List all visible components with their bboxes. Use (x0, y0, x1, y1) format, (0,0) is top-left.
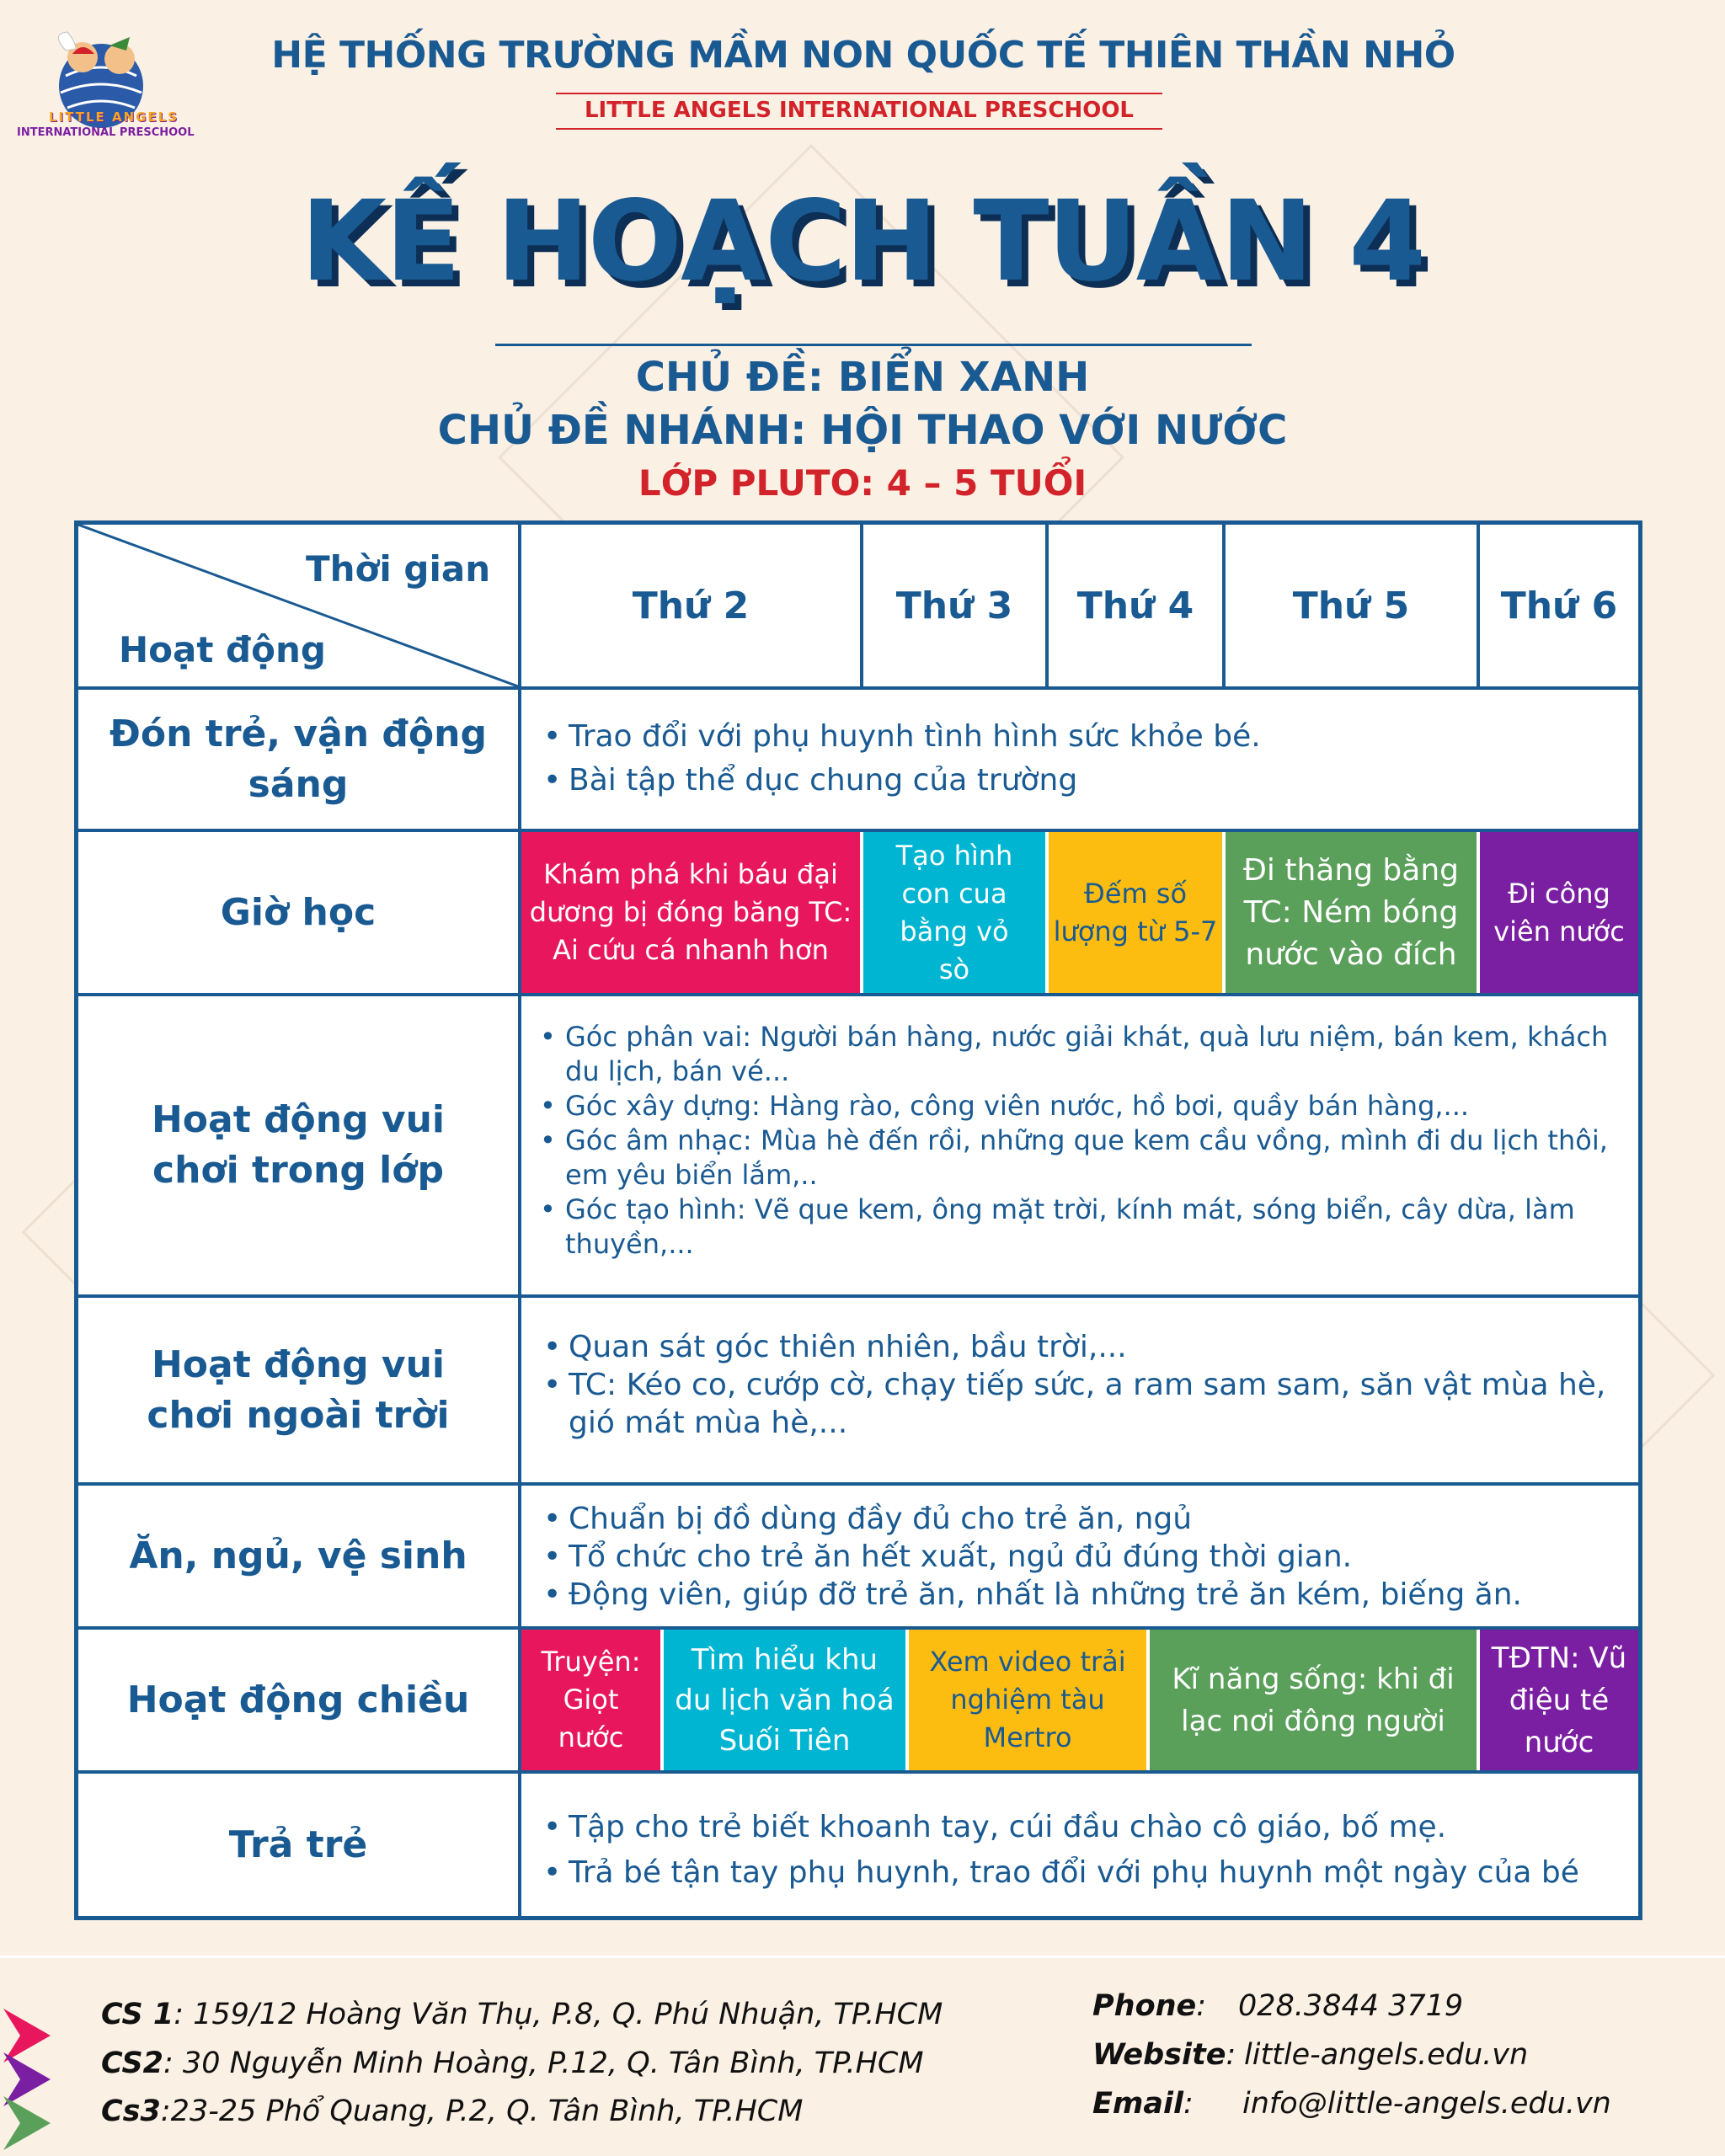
morning-activity-list (543, 715, 1621, 803)
lesson-cell-thu: Đi thăng bằng TC: Ném bóng nước vào đích (1226, 832, 1477, 993)
email-label-colon: : (1183, 2087, 1194, 2121)
indoor-activity-list (540, 1020, 1632, 1262)
table-grid-line (78, 1626, 1638, 1630)
table-grid-line (78, 1482, 1638, 1486)
lesson-cell-mon: Khám phá khi báu đại dương bị đóng băng TC: Ai cứu cá nhanh hơn (521, 832, 860, 993)
plan-title: KẾ HOẠCH TUẦN 4 (300, 177, 1425, 307)
theme-heading: CHỦ ĐỀ: BIỂN XANH (635, 354, 1090, 401)
logo-text-bottom: INTERNATIONAL PRESCHOOL (17, 126, 195, 139)
afternoon-cell-mon: Truyện: Giọt nước (521, 1630, 660, 1770)
email-link[interactable]: info@little-angels.edu.vn (1242, 2087, 1611, 2121)
row-label-pickup: Trả trẻ (228, 1823, 368, 1866)
afternoon-cell-wed: Xem video trải nghiệm tàu Mertro (909, 1630, 1146, 1770)
row-label-lesson: Giờ học (220, 890, 377, 934)
list-item: • TC: Kéo co, cướp cờ, chạy tiếp sức, a ram sam sam, săn vật mùa hè, gió mát mùa hè,... (543, 1366, 1635, 1442)
school-name-english: LITTLE ANGELS INTERNATIONAL PRESCHOOL (556, 93, 1162, 130)
campus-address: 23-25 Phổ Quang, P.2, Q. Tân Bình, TP.HCM (170, 2095, 804, 2128)
campus-separator: : (163, 2047, 183, 2080)
campus-address: 159/12 Hoàng Văn Thụ, P.8, Q. Phú Nhuận, TP.HCM (193, 1998, 943, 2031)
list-item: • Góc tạo hình: Vẽ que kem, ông mặt trời, kính mát, sóng biển, cây dừa, làm thuyền,... (540, 1193, 1632, 1262)
day-header-fri: Thứ 6 (1500, 584, 1618, 627)
row-label-outdoor: Hoạt động vui chơi ngoài trời (147, 1342, 450, 1437)
campus-3-address (101, 2095, 803, 2128)
footer-chevrons-decoration (0, 2000, 59, 2152)
list-item: • Góc phân vai: Người bán hàng, nước giải khát, quà lưu niệm, bán kem, khách du lịch, bán vé... (540, 1020, 1632, 1089)
list-item: • Động viên, giúp đỡ trẻ ăn, nhất là những trẻ ăn kém, biếng ăn. (543, 1576, 1635, 1614)
campus-code: CS2 (101, 2047, 163, 2080)
campus-code: CS 1 (101, 1998, 174, 2031)
list-item: • Trả bé tận tay phụ huynh, trao đổi với phụ huynh một ngày của bé (543, 1850, 1635, 1896)
outdoor-activity-list (543, 1328, 1635, 1442)
table-grid-line (78, 1294, 1638, 1298)
list-item: • Góc âm nhạc: Mùa hè đến rồi, những que kem cầu vồng, mình đi du lịch thôi, em yêu biển lắm,.. (540, 1123, 1632, 1193)
day-header-wed: Thứ 4 (1076, 584, 1194, 627)
website-label (1092, 2038, 1236, 2072)
afternoon-cell-fri: TĐTN: Vũ điệu té nước (1480, 1630, 1638, 1770)
subtheme-heading: CHỦ ĐỀ NHÁNH: HỘI THAO VỚI NƯỚC (437, 407, 1288, 454)
website-label-colon: : (1226, 2038, 1236, 2072)
corner-time-label: Thời gian (306, 548, 491, 590)
logo-text-top: LITTLE ANGELS (49, 109, 179, 125)
table-grid-line (1045, 525, 1049, 690)
campus-separator: : (174, 1998, 194, 2031)
care-activity-list (543, 1500, 1635, 1614)
lesson-cell-fri: Đi công viên nước (1480, 832, 1638, 993)
day-header-mon: Thứ 2 (632, 584, 750, 627)
list-item: • Bài tập thể dục chung của trường (543, 759, 1621, 803)
campus-address: 30 Nguyễn Minh Hoàng, P.12, Q. Tân Bình, TP.HCM (182, 2047, 924, 2080)
table-grid-line (78, 1770, 1638, 1774)
campus-2-address (101, 2047, 924, 2080)
class-heading: LỚP PLUTO: 4 – 5 TUỔI (638, 462, 1087, 504)
list-item: • Tổ chức cho trẻ ăn hết xuất, ngủ đủ đúng thời gian. (543, 1538, 1635, 1576)
list-item: • Quan sát góc thiên nhiên, bầu trời,... (543, 1328, 1635, 1366)
phone-label-text: Phone (1092, 1989, 1197, 2023)
lesson-cell-wed: Đếm số lượng từ 5-7 (1049, 832, 1222, 993)
table-grid-line (78, 829, 1638, 832)
table-grid-line (860, 525, 863, 690)
table-grid-line (518, 525, 521, 1917)
table-grid-line (1222, 525, 1226, 690)
table-grid-line (1477, 525, 1480, 690)
lesson-cell-tue: Tạo hình con cua bằng vỏ sò (863, 832, 1045, 993)
website-label-text: Website (1092, 2038, 1226, 2072)
phone-value[interactable]: 028.3844 3719 (1238, 1989, 1464, 2023)
row-label-care: Ăn, ngủ, vệ sinh (129, 1534, 467, 1577)
school-name: HỆ THỐNG TRƯỜNG MẦM NON QUỐC TẾ THIÊN THẦN NHỎ (271, 34, 1455, 77)
afternoon-cell-tue: Tìm hiểu khu du lịch văn hoá Suối Tiên (664, 1630, 905, 1770)
corner-activity-label: Hoạt động (119, 629, 326, 670)
website-link[interactable]: little-angels.edu.vn (1244, 2038, 1529, 2072)
email-label-text: Email (1092, 2087, 1183, 2121)
campus-code: Cs3 (101, 2095, 161, 2128)
phone-label (1092, 1989, 1206, 2023)
title-divider (495, 344, 1252, 346)
campus-1-address (101, 1998, 943, 2031)
list-item: • Tập cho trẻ biết khoanh tay, cúi đầu chào cô giáo, bố mẹ. (543, 1805, 1635, 1850)
row-label-afternoon: Hoạt động chiều (126, 1678, 470, 1721)
day-header-tue: Thứ 3 (895, 584, 1013, 627)
day-header-thu: Thứ 5 (1292, 584, 1410, 627)
campus-separator: : (160, 2095, 171, 2128)
footer-divider (0, 1956, 1725, 1958)
list-item: • Chuẩn bị đồ dùng đầy đủ cho trẻ ăn, ngủ (543, 1500, 1635, 1538)
afternoon-cell-thu: Kĩ năng sống: khi đi lạc nơi đông người (1150, 1630, 1477, 1770)
table-grid-line (78, 993, 1638, 996)
row-label-morning: Đón trẻ, vận động sáng (109, 712, 487, 806)
list-item: • Góc xây dựng: Hàng rào, công viên nước, hồ bơi, quầy bán hàng,... (540, 1089, 1632, 1123)
phone-label-colon: : (1196, 1989, 1207, 2023)
weekly-plan-table (74, 520, 1642, 1920)
table-grid-line (78, 686, 1638, 690)
row-label-indoor: Hoạt động vui chơi trong lớp (151, 1098, 446, 1192)
school-logo (17, 17, 195, 143)
list-item: • Trao đổi với phụ huynh tình hình sức khỏe bé. (543, 715, 1621, 759)
email-label (1092, 2087, 1194, 2121)
pickup-activity-list (543, 1805, 1635, 1896)
